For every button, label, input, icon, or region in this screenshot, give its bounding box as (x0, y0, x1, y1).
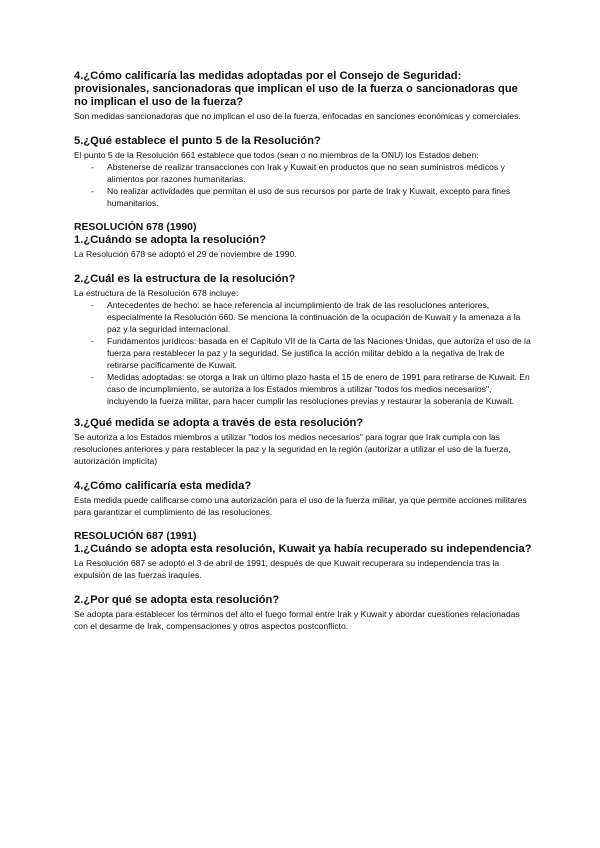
document-page (74, 70, 534, 632)
res678-q3-answer: Se autoriza a los Estados miembros a utilizar "todos los medios necesarios" para lograr que Irak cumpla con las resoluciones anteriores y para restablecer la paz y la seguridad en la región (autorizar a utilizar el uso de la fuerza, autorización implícita) (74, 432, 511, 466)
question-4-title: 4.¿Cómo calificaría las medidas adoptadas por el Consejo de Seguridad: provisionales, sancionadoras que implican el uso de la fuerza o sancionadoras que no implican el uso de la fuerza? (74, 70, 518, 108)
res687-q1-title: 1.¿Cuándo se adopta esta resolución, Kuwait ya había recuperado su independencia? (74, 543, 532, 555)
question-5-intro: El punto 5 de la Resolución 661 establece que todos (sean o no miembros de la ONU) los Estados deben: (74, 150, 479, 160)
question-5-title: 5.¿Qué establece el punto 5 de la Resolución? (74, 135, 321, 147)
question-5-list (74, 161, 534, 209)
section-heading-687: RESOLUCIÓN 687 (1991) (74, 531, 197, 542)
list-item: - Fundamentos jurídicos: basada en el Capítulo VII de la Carta de las Naciones Unidas, que autoriza el uso de la fuerza para restablecer la paz y la seguridad. Se justifica la acción militar debido a la negativa de Irak de retirarse pacíficamente de Kuwait. (74, 335, 534, 371)
section-heading-678: RESOLUCIÓN 678 (1990) (74, 222, 197, 233)
list-item: - No realizar actividades que permitan el uso de sus recursos por parte de Irak y Kuwait, excepto para fines humanitarios. (74, 185, 534, 209)
list-item: - Medidas adoptadas: se otorga a Irak un último plazo hasta el 15 de enero de 1991 para retirarse de Kuwait. En caso de incumplimiento, se autoriza a los Estados miembros a utilizar "todos los medios necesarios", incluyendo la fuerza militar, para hacer cumplir las resoluciones previas y restaurar la soberanía de Kuwait. (74, 371, 534, 407)
res678-q2-intro: La estructura de la Resolución 678 incluye: (74, 288, 239, 298)
res678-q2-list (74, 299, 534, 407)
question-4-answer: Son medidas sancionadoras que no implican el uso de la fuerza, enfocadas en sanciones económicas y comerciales. (74, 111, 521, 121)
res678-q3-title: 3.¿Qué medida se adopta a través de esta resolución? (74, 417, 364, 429)
res678-q1-answer: La Resolución 678 se adoptó el 29 de noviembre de 1990. (74, 249, 297, 259)
res687-q2-answer: Se adopta para establecer los términos del alto el fuego formal entre Irak y Kuwait y abordar cuestiones relacionadas con el desarme de Irak, compensaciones y otros aspectos postconflicto. (74, 609, 520, 631)
list-item: - Antecedentes de hecho: se hace referencia al incumplimiento de Irak de las resoluciones anteriores, especialmente la Resolución 660. Se menciona la continuación de la ocupación de Kuwait y la amenaza a la paz y la seguridad internacional. (74, 299, 534, 335)
res687-q2-title: 2.¿Por qué se adopta esta resolución? (74, 594, 280, 606)
res678-q4-title: 4.¿Cómo calificaría esta medida? (74, 480, 252, 492)
res678-q1-title: 1.¿Cuándo se adopta la resolución? (74, 234, 267, 246)
res678-q4-answer: Esta medida puede calificarse como una autorización para el uso de la fuerza militar, ya que permite acciones militares para garantizar el cumplimiento de las resoluciones. (74, 495, 527, 517)
res687-q1-answer: La Resolución 687 se adoptó el 3 de abril de 1991, después de que Kuwait recuperara su independencia tras la expulsión de las fuerzas iraquíes. (74, 558, 500, 580)
list-item: - Abstenerse de realizar transacciones con Irak y Kuwait en productos que no sean suministros médicos y alimentos por razones humanitarias. (74, 161, 534, 185)
res678-q2-title: 2.¿Cuál es la estructura de la resolución? (74, 273, 296, 285)
